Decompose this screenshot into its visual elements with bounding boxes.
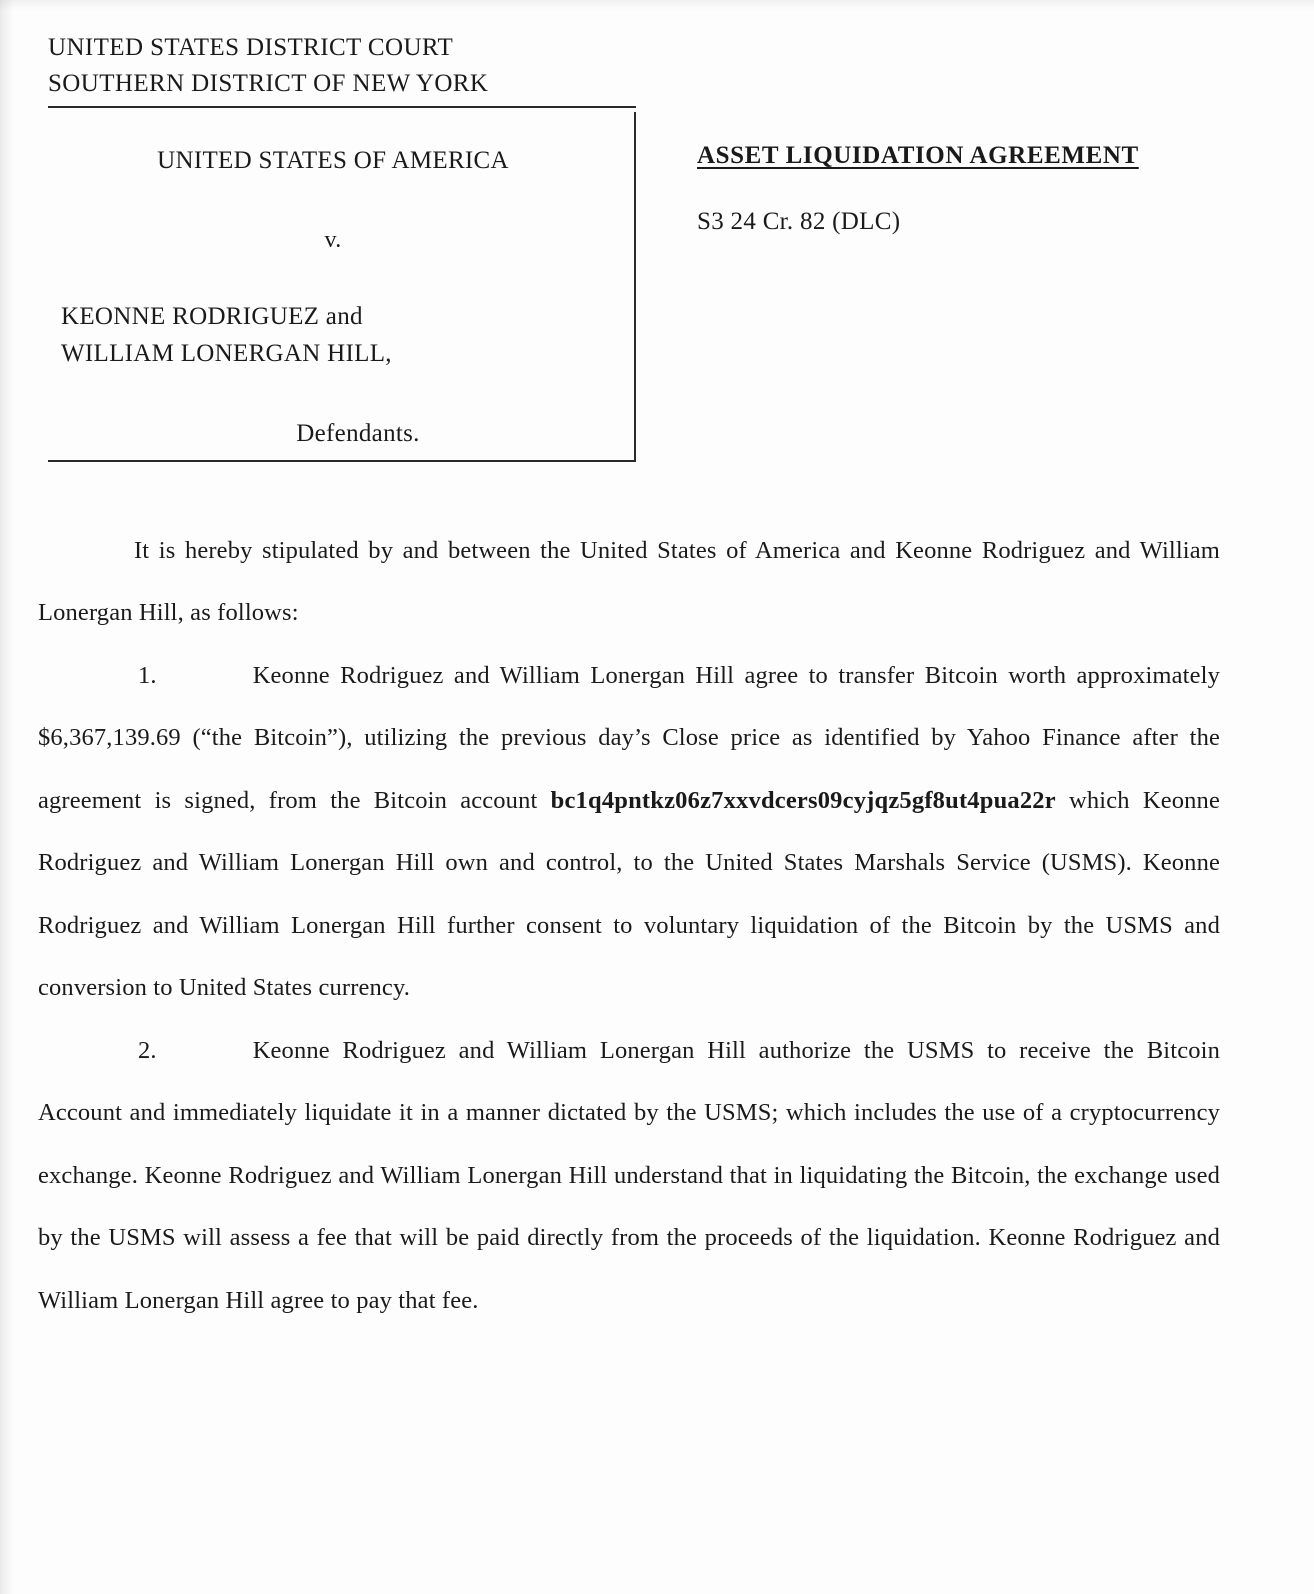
bitcoin-address: bc1q4pntkz06z7xxvdcers09cyjqz5gf8ut4pua22r bbox=[550, 786, 1056, 814]
caption-top-rule bbox=[48, 106, 636, 108]
scan-edge-shadow bbox=[0, 0, 14, 1594]
caption-versus: v. bbox=[324, 226, 342, 253]
preamble-text: It is hereby stipulated by and between the United States of America and Keonne Rodriguez and William Lonergan Hill, as follows: bbox=[38, 537, 1220, 627]
caption-defendant-line-1: KEONNE RODRIGUEZ and bbox=[61, 302, 363, 330]
court-header bbox=[48, 30, 748, 103]
paragraph-2 bbox=[38, 1020, 1220, 1332]
preamble-paragraph bbox=[38, 520, 1220, 645]
paragraph-1-text-after-address: which Keonne Rodriguez and William Lonergan Hill own and control, to the United States Marshals Service (USMS). Keonne Rodriguez and William Lonergan Hill further consent to voluntary liquidation of the Bitcoin by the USMS and conversion to United States currency. bbox=[38, 786, 1220, 1002]
page-title: ASSET LIQUIDATION AGREEMENT bbox=[697, 142, 1139, 169]
case-caption-box bbox=[48, 112, 636, 462]
paragraph-1-number: 1. bbox=[138, 661, 157, 689]
paragraph-1-text-before-address: Keonne Rodriguez and William Lonergan Hill agree to transfer Bitcoin worth approximately $6,367,139.69 (“the Bitcoin”), utilizing the previous day’s Close price as identified by Yahoo Finance after the agreement is signed, from the Bitcoin account bbox=[38, 661, 1220, 814]
document-heading bbox=[697, 142, 1257, 236]
document-body bbox=[38, 520, 1220, 1332]
caption-defendant-line-2: WILLIAM LONERGAN HILL, bbox=[61, 340, 392, 367]
caption-defendants-label: Defendants. bbox=[296, 419, 420, 447]
caption-plaintiff: UNITED STATES OF AMERICA bbox=[157, 147, 509, 174]
docket-number: S3 24 Cr. 82 (DLC) bbox=[697, 208, 901, 235]
paragraph-2-number: 2. bbox=[138, 1036, 157, 1064]
court-district-line: SOUTHERN DISTRICT OF NEW YORK bbox=[48, 70, 489, 98]
case-caption bbox=[48, 112, 608, 452]
paragraph-1 bbox=[38, 645, 1220, 1020]
paragraph-2-text: Keonne Rodriguez and William Lonergan Hill authorize the USMS to receive the Bitcoin Account and immediately liquidate it in a manner dictated by the USMS; which includes the use of a cryptocurrency exchange. Keonne Rodriguez and William Lonergan Hill understand that in liquidating the Bitcoin, the exchange used by the USMS will assess a fee that will be paid directly from the proceeds of the liquidation. Keonne Rodriguez and William Lonergan Hill agree to pay that fee. bbox=[38, 1036, 1220, 1314]
court-name-line: UNITED STATES DISTRICT COURT bbox=[48, 34, 454, 61]
scan-edge-shadow-top bbox=[0, 0, 1314, 10]
